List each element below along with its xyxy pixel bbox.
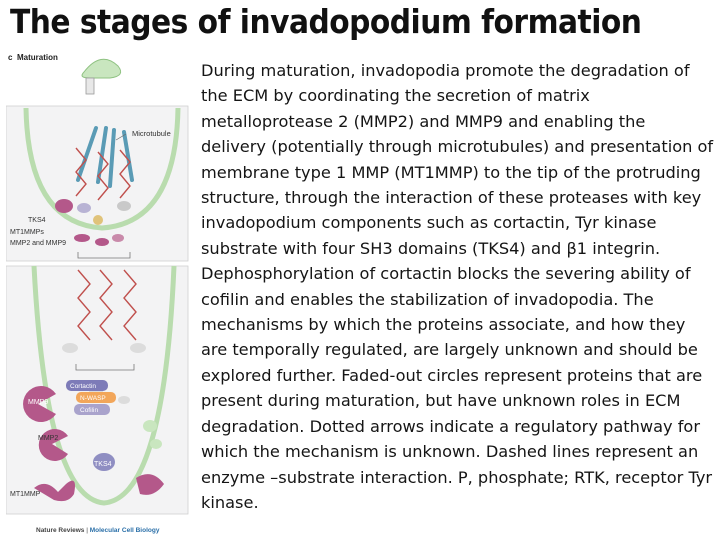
panel-title: Maturation — [17, 53, 58, 62]
label-microtubule: Microtubule — [132, 129, 171, 138]
invadopodium-diagram — [6, 48, 198, 538]
label-mt1mmps: MT1MMPs — [10, 229, 44, 236]
mmp-vesicle — [74, 234, 90, 242]
description-paragraph: During maturation, invadopodia promote the degradation of the ECM by coordinating the secretion of matrix metalloprotease 2 (MMP2) and MMP9 and enabling the delivery (potentially through microtubules) and presentation of membrane type 1 MMP (MT1MMP) to the tip of the protruding structure, through the interaction of these proteases with key invadopodium components such as cortactin, Tyr kinase substrate with four SH3 domains (TKS4) and β1 integrin. Dephosphorylation of cortactin blocks the severing ability of cofilin and enables the stabilization of invadopodia. The mechanisms by which the proteins associate, and how they are temporally regulated, are largely unknown and should be explored further. Faded-out circles represent proteins that are present during maturation, but have unknown roles in ECM degradation. Dotted arrows indicate a regulatory pathway for which the mechanism is unknown. Dashed lines represent an enzyme –substrate interaction. P, phosphate; RTK, receptor Tyr kinase. — [201, 61, 714, 512]
secretion-channel — [86, 78, 94, 94]
golgi-vesicle — [82, 59, 121, 78]
label-mmp2-and-mmp9: MMP2 and MMP9 — [10, 240, 67, 247]
journal-credit: Nature Reviews | Molecular Cell Biology — [36, 527, 160, 534]
label-mt1mmp: MT1MMP — [10, 491, 41, 498]
panel-letter: c — [8, 53, 13, 62]
invadopodium-figure — [6, 48, 198, 538]
label-tks4-bottom: TKS4 — [94, 461, 112, 468]
label-cofilin: Cofilin — [80, 407, 99, 414]
label-nwasp: N-WASP — [80, 395, 106, 402]
label-mmp2: MMP2 — [38, 435, 59, 442]
label-mmp9: MMP9 — [28, 399, 49, 406]
slide-title: The stages of invadopodium formation — [10, 2, 642, 41]
tks4-top-protein — [55, 199, 73, 213]
label-tks4-top: TKS4 — [28, 217, 46, 224]
label-cortactin: Cortactin — [70, 383, 97, 390]
